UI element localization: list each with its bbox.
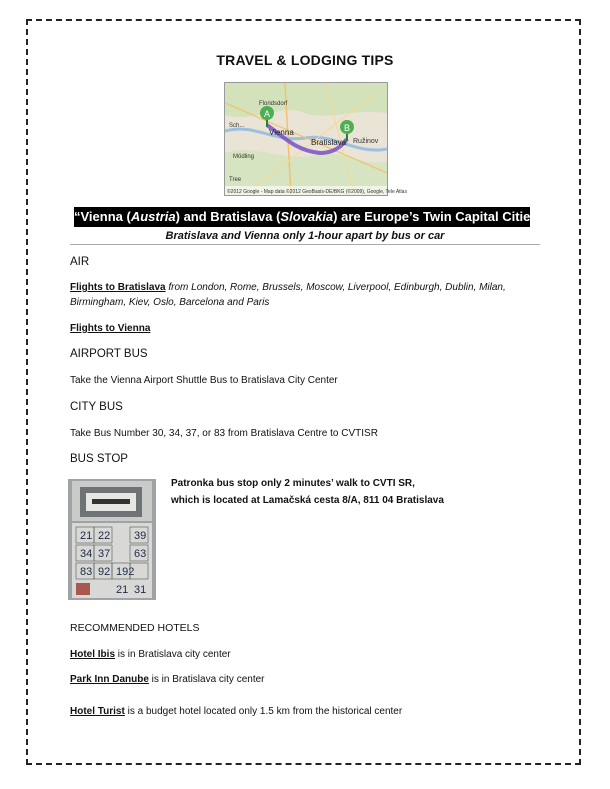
sign-number-1: 21 <box>80 530 93 542</box>
hotel-item <box>70 647 231 662</box>
hotel-ibis-text: is in Bratislava city center <box>115 649 231 660</box>
sign-number-2: 22 <box>98 530 111 542</box>
flights-vienna-paragraph <box>70 321 150 336</box>
park-inn-danube-text: is in Bratislava city center <box>148 674 265 685</box>
bus-stop-photo <box>68 479 156 600</box>
sign-number-10: 21 <box>116 584 129 596</box>
map-label-floridsdorf: Floridsdorf <box>259 101 288 107</box>
hotel-item <box>70 704 402 719</box>
page-title: TRAVEL & LODGING TIPS <box>216 52 394 68</box>
banner-austria: Austria <box>130 209 176 224</box>
flights-to-bratislava-link[interactable]: Flights to Bratislava <box>70 282 166 293</box>
banner-slovakia: Slovakia <box>280 209 334 224</box>
flights-to-vienna-link[interactable]: Flights to Vienna <box>70 323 151 334</box>
map-label-ruzinov: Ružinov <box>353 138 379 145</box>
flights-bratislava-paragraph <box>70 280 540 310</box>
subtitle: Bratislava and Vienna only 1-hour apart by bus or car <box>165 230 445 242</box>
route-map-graphic <box>225 83 407 195</box>
flights-bratislava-cities-2: Birmingham, Kiev, Oslo, Barcelona and Paris <box>70 297 270 308</box>
marker-a-label: A <box>264 109 271 119</box>
sign-number-4: 34 <box>80 548 93 560</box>
twin-capitals-banner <box>74 207 545 227</box>
hotel-ibis-link[interactable]: Hotel Ibis <box>70 649 116 660</box>
airport-bus-heading: AIRPORT BUS <box>70 348 148 360</box>
marker-b-label: B <box>344 123 351 133</box>
city-bus-text: Take Bus Number 30, 34, 37, or 83 from Bratislava Centre to CVTISR <box>70 428 378 439</box>
city-bus-heading: CITY BUS <box>70 401 123 413</box>
hotels-heading: RECOMMENDED HOTELS <box>70 622 200 634</box>
sign-number-9: 192 <box>116 566 135 578</box>
sign-number-3: 39 <box>134 530 147 542</box>
sign-number-6: 63 <box>134 548 147 560</box>
banner-text-2: ) and Bratislava ( <box>175 209 281 224</box>
map-label-sch: Sch... <box>229 123 245 129</box>
map-label-tree: Tree <box>229 177 242 183</box>
flights-bratislava-cities-1: from London, Rome, Brussels, Moscow, Liverpool, Edinburgh, Dublin, Milan, <box>165 282 506 293</box>
park-inn-danube-link[interactable]: Park Inn Danube <box>70 674 149 685</box>
bus-stop-description <box>171 475 444 509</box>
route-map[interactable] <box>224 82 407 196</box>
sign-number-11: 31 <box>134 584 147 596</box>
sign-number-8: 92 <box>98 566 111 578</box>
banner-text-3: ) are Europe’s Twin Capital Cities” <box>333 209 545 224</box>
bus-stop-line-2: which is located at Lamačská cesta 8/A, 811 04 Bratislava <box>171 495 444 506</box>
sign-number-7: 83 <box>80 566 93 578</box>
banner-text-1: “Vienna ( <box>74 209 131 224</box>
bus-stop-heading: BUS STOP <box>70 453 128 465</box>
map-label-vienna: Vienna <box>269 128 294 137</box>
divider <box>70 244 540 245</box>
bus-stop-sign-graphic <box>68 479 156 600</box>
air-heading: AIR <box>70 256 90 268</box>
sign-number-5: 37 <box>98 548 111 560</box>
airport-bus-text: Take the Vienna Airport Shuttle Bus to Bratislava City Center <box>70 375 338 386</box>
hotel-item <box>70 672 265 687</box>
bus-stop-line-1: Patronka bus stop only 2 minutes’ walk to CVTI SR, <box>171 478 415 489</box>
map-label-bratislava: Bratislava <box>311 138 347 147</box>
hotel-turist-link[interactable]: Hotel Turist <box>70 706 125 717</box>
hotel-turist-text: is a budget hotel located only 1.5 km from the historical center <box>124 706 403 717</box>
map-label-modling: Mödling <box>233 154 255 160</box>
map-attribution: ©2012 Google - Map data ©2012 GeoBasis-DE/BKG (©2009), Google, Tele Atlas <box>227 189 407 195</box>
